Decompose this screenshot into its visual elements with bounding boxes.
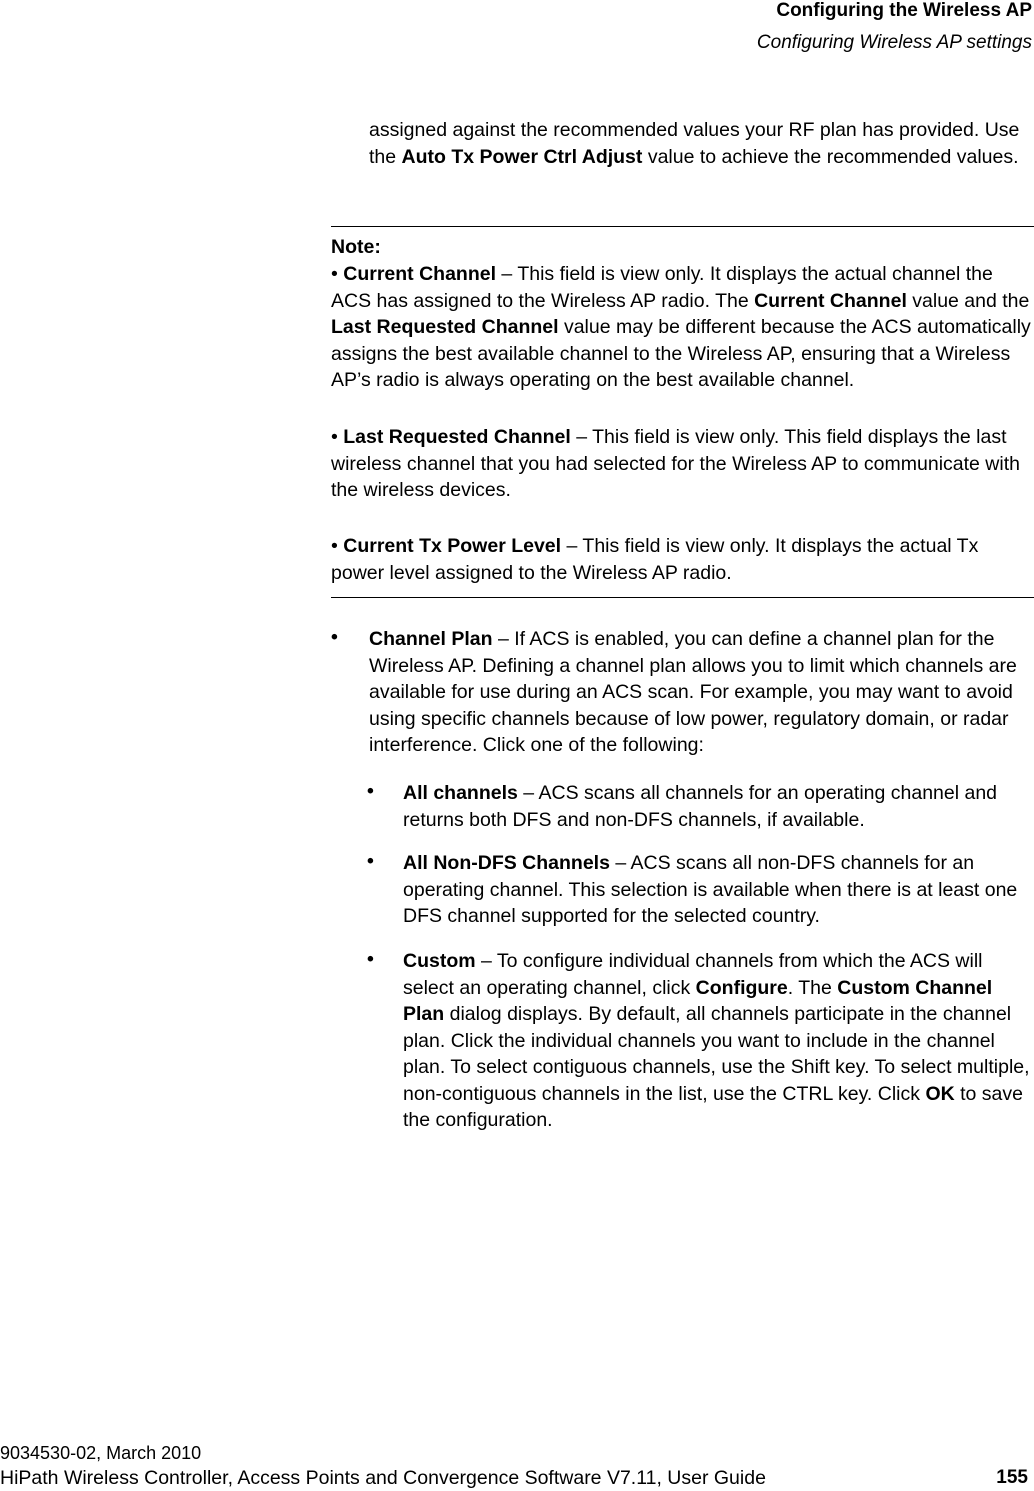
page-number: 155 — [996, 1467, 1028, 1488]
running-header-subtitle: Configuring Wireless AP settings — [756, 32, 1032, 53]
note-label: Note: — [331, 236, 381, 258]
channel-plan-paragraph: Channel Plan – If ACS is enabled, you can define a channel plan for the Wireless AP. Defining a channel plan allows you to limit which channels are available for use during an ACS scan. For example, you may want to avoid using specific channels because of low power, regulatory domain, or radar interference. Click one of the following: — [369, 628, 1017, 756]
option-custom-bullet: • — [367, 948, 374, 970]
note-item-current-channel: • Current Channel – This field is view only. It displays the actual channel the ACS has assigned to the Wireless AP radio. The Current Channel value and the Last Requested Channel value may be different because the ACS automatically assigns the best available channel to the Wireless AP, ensuring that a Wireless AP’s radio is always operating on the best available channel. — [331, 263, 1031, 391]
footer-doc-number: 9034530-02, March 2010 — [0, 1443, 202, 1463]
option-custom: Custom – To configure individual channels from which the ACS will select an operating channel, click Configure. The Custom Channel Plan dialog displays. By default, all channels participate in the channel plan. Click the individual channels you want to include in the channel plan. To select contiguous channels, use the Shift key. To select multiple, non-contiguous channels in the list, use the CTRL key. Click OK to save the configuration. — [403, 950, 1030, 1131]
note-item-current-tx-power: • Current Tx Power Level – This field is view only. It displays the actual Tx power level assigned to the Wireless AP radio. — [331, 535, 979, 584]
note-top-rule — [331, 226, 1034, 227]
option-non-dfs-bullet: • — [367, 850, 374, 872]
intro-paragraph: assigned against the recommended values your RF plan has provided. Use the Auto Tx Power Ctrl Adjust value to achieve the recommended values. — [369, 119, 1020, 168]
option-all-non-dfs-channels: All Non-DFS Channels – ACS scans all non-DFS channels for an operating channel. This selection is available when there is at least one DFS channel supported for the selected country. — [403, 852, 1018, 927]
option-all-channels-bullet: • — [367, 780, 374, 802]
auto-tx-power-term: Auto Tx Power Ctrl Adjust — [401, 145, 643, 168]
option-all-channels: All channels – ACS scans all channels for an operating channel and returns both DFS and non-DFS channels, if available. — [403, 782, 998, 831]
running-header-title: Configuring the Wireless AP — [776, 0, 1032, 21]
note-bottom-rule — [331, 597, 1034, 598]
footer-guide-title: HiPath Wireless Controller, Access Points and Convergence Software V7.11, User Guide — [0, 1467, 766, 1489]
note-item-last-requested-channel: • Last Requested Channel – This field is view only. This field displays the last wireless channel that you had selected for the Wireless AP to communicate with the wireless devices. — [331, 426, 1020, 501]
channel-plan-bullet: • — [331, 626, 338, 648]
